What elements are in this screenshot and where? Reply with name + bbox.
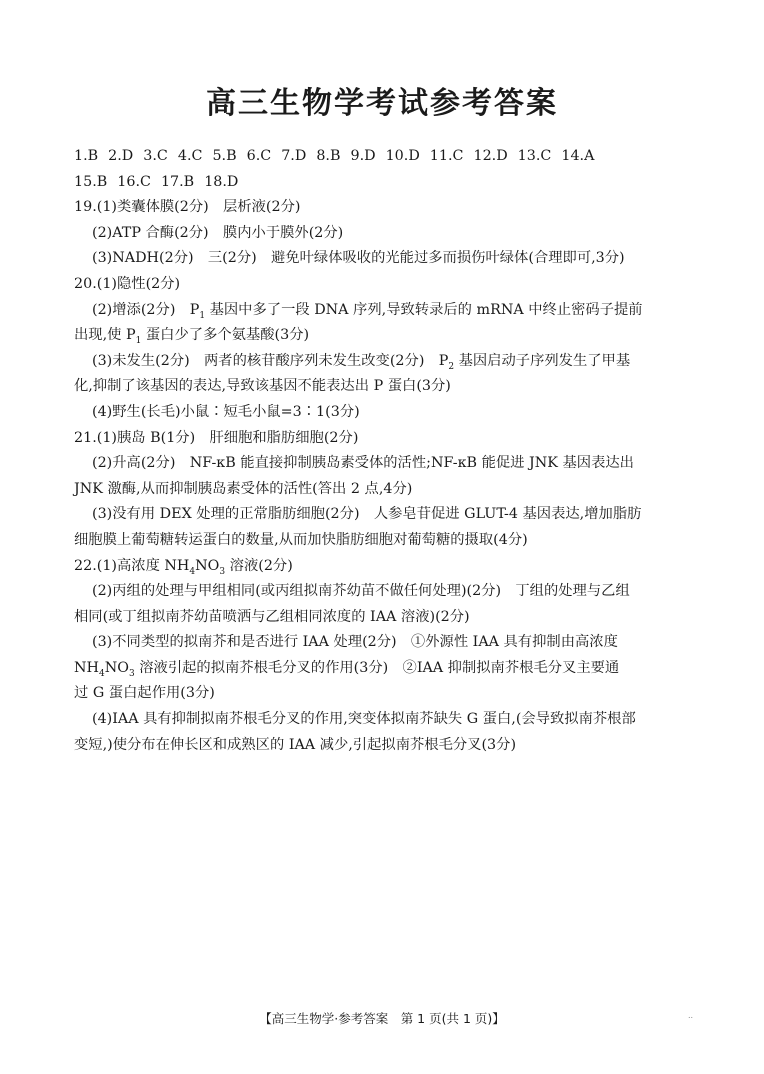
q20-line-6: (4)野生(长毛)小鼠∶短毛小鼠=3∶1(3分) [92,403,360,420]
mc-answer: 15.B [74,173,108,190]
mc-answer: 10.D [385,148,420,164]
subscript: 3 [128,668,135,679]
text: 基因中多了一段 DNA 序列,导致转录后的 mRNA 中终止密码子提前 [205,301,643,318]
text: 溶液引起的拟南芥根毛分叉的作用(3分) ②IAA 抑制拟南芥根毛分叉主要通 [134,659,620,676]
q20-line-2 [74,298,694,324]
q21-line-2: (2)升高(2分) NF-κB 能直接抑制胰岛素受体的活性;NF-κB 能促进 JNK 基因表达出 [92,455,634,472]
subscript: 4 [189,566,196,577]
mc-answer: 3.C [143,148,168,164]
mc-answer: 18.D [204,173,239,190]
q22-line-4: (3)不同类型的拟南芥和是否进行 IAA 处理(2分) ①外源性 IAA 具有抑制由高浓度 [92,634,618,651]
answer-body [74,144,694,758]
mc-answers-row-2 [74,170,694,196]
subscript: 4 [98,668,105,679]
text: NH [74,659,99,676]
mc-answer: 17.B [160,173,195,190]
q19-line-3: (3)NADH(2分) 三(2分) 避免叶绿体吸收的光能过多而损伤叶绿体(合理即可,3分) [92,250,625,267]
page-footer: 【高三生物学·参考答案 第 1 页(共 1 页)】 [259,1011,505,1026]
q21-line-1: 21.(1)胰岛 B(1分) 肝细胞和脂肪细胞(2分) [74,429,359,446]
mc-answer: 14.A [561,148,595,164]
text: 溶液(2分) [225,557,293,574]
q21-line-4: (3)没有用 DEX 处理的正常脂肪细胞(2分) 人参皂苷促进 GLUT-4 基因表达,增加脂肪 [92,506,642,523]
q20-line-4 [74,349,694,375]
mc-answer: 11.C [429,148,464,164]
mc-answer: 5.B [212,148,237,164]
text: 22.(1)高浓度 NH [74,557,190,574]
text: (2)增添(2分) P [92,301,200,318]
q21-line-5: 细胞膜上葡萄糖转运蛋白的数量,从而加快脂肪细胞对葡萄糖的摄取(4分) [74,531,528,548]
q22-line-8: 变短,)使分布在伸长区和成熟区的 IAA 减少,引起拟南芥根毛分叉(3分) [74,736,517,753]
text: 出现,使 P [74,327,136,344]
subscript: 2 [448,361,455,372]
q20-line-3 [74,323,694,349]
q20-line-1: 20.(1)隐性(2分) [74,275,181,292]
mc-answer: 16.C [117,173,151,190]
mc-answers-row-1 [74,144,694,170]
q21-line-3: JNK 激酶,从而抑制胰岛素受体的活性(答出 2 点,4分) [74,480,413,497]
q22-line-1 [74,554,694,580]
q22-line-6: 过 G 蛋白起作用(3分) [74,685,215,702]
page-title: 高三生物学考试参考答案 [206,86,558,121]
mc-answer: 12.D [473,148,508,164]
mc-answer: 9.D [350,148,376,164]
mc-answer: 8.B [316,148,341,164]
subscript: 1 [135,336,142,347]
mc-answer: 4.C [177,148,203,164]
subscript: 3 [219,566,226,577]
mc-answer: 7.D [281,148,307,164]
text: 基因启动子序列发生了甲基 [454,352,631,369]
text: NO [104,659,129,676]
corner-mark: .. [688,1011,694,1020]
mc-answer: 6.C [246,148,272,164]
text: (3)未发生(2分) 两者的核苷酸序列未发生改变(2分) P [92,352,449,369]
text: 蛋白少了多个氨基酸(3分) [141,327,310,344]
q22-line-5 [74,656,694,682]
mc-answer: 1.B [74,148,99,164]
q20-line-5: 化,抑制了该基因的表达,导致该基因不能表达出 P 蛋白(3分) [74,378,451,395]
text: NO [195,557,220,574]
q22-line-3: 相同(或丁组拟南芥幼苗喷洒与乙组相同浓度的 IAA 溶液)(2分) [74,608,470,625]
q19-line-1: 19.(1)类囊体膜(2分) 层析液(2分) [74,199,301,216]
mc-answer: 2.D [108,148,134,164]
q22-line-2: (2)丙组的处理与甲组相同(或丙组拟南芥幼苗不做任何处理)(2分) 丁组的处理与乙组 [92,583,630,600]
q19-line-2: (2)ATP 合酶(2分) 膜内小于膜外(2分) [92,224,344,241]
subscript: 1 [199,310,206,321]
q22-line-7: (4)IAA 具有抑制拟南芥根毛分叉的作用,突变体拟南芥缺失 G 蛋白,(会导致拟南芥根部 [92,711,636,728]
mc-answer: 13.C [517,148,552,164]
